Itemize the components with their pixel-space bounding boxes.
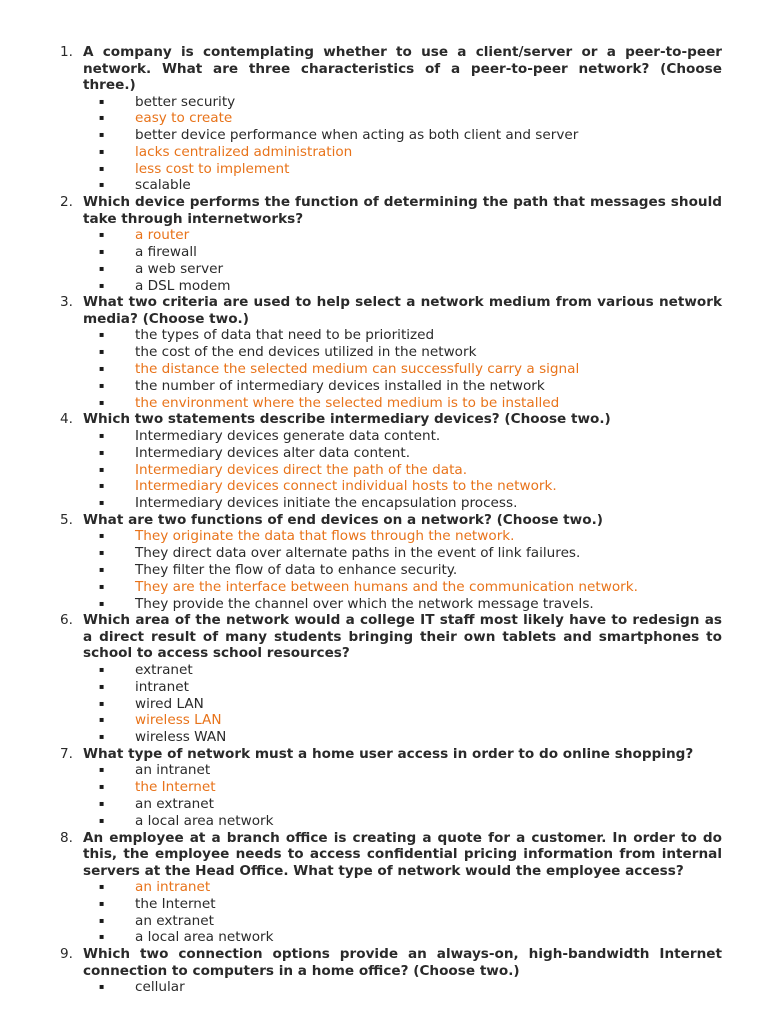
square-bullet-icon: ▪ [99, 565, 105, 575]
square-bullet-icon: ▪ [99, 163, 105, 173]
answer-option-correct [0, 361, 768, 378]
question-number: 4. [60, 411, 73, 428]
question-number: 2. [60, 194, 73, 211]
square-bullet-icon: ▪ [99, 664, 105, 674]
answer-option [0, 679, 768, 696]
answer-options [0, 428, 768, 512]
answer-option-text: scalable [135, 177, 191, 194]
answer-option-correct [0, 528, 768, 545]
square-bullet-icon: ▪ [99, 130, 105, 140]
answer-option [0, 327, 768, 344]
answer-option [0, 662, 768, 679]
question-heading [0, 946, 768, 979]
answer-option-text: an intranet [135, 762, 211, 779]
question-number: 5. [60, 511, 73, 528]
question-text: A company is contemplating whether to use a client/server or a peer-to-peer network. What are three characteristics of a peer-to-peer network? (Choose three.) [83, 44, 722, 93]
answer-option-correct [0, 144, 768, 161]
answer-options [0, 94, 768, 195]
answer-option [0, 378, 768, 395]
square-bullet-icon: ▪ [99, 898, 105, 908]
answer-option [0, 562, 768, 579]
answer-option-text: the distance the selected medium can successfully carry a signal [135, 361, 580, 378]
square-bullet-icon: ▪ [99, 548, 105, 558]
question-3 [0, 294, 768, 411]
answer-option-text: the environment where the selected medium is to be installed [135, 394, 560, 411]
answer-option-text: an extranet [135, 796, 214, 812]
question-text: What are two functions of end devices on a network? (Choose two.) [83, 511, 603, 528]
answer-option-text: better security [135, 93, 236, 110]
answer-option-text: Intermediary devices generate data content. [135, 427, 441, 444]
answer-option-text: wireless LAN [135, 712, 222, 729]
square-bullet-icon: ▪ [99, 498, 105, 508]
question-text: Which two statements describe intermediary devices? (Choose two.) [83, 411, 611, 428]
question-7 [0, 746, 768, 830]
answer-options [0, 662, 768, 746]
answer-option-text: wired LAN [135, 695, 204, 712]
question-heading [0, 612, 768, 662]
square-bullet-icon: ▪ [99, 347, 105, 357]
answer-option [0, 913, 768, 930]
square-bullet-icon: ▪ [99, 765, 105, 775]
question-text: An employee at a branch office is creating a quote for a customer. In order to do this, the employee needs to access confidential pricing information from internal servers at the Head Office. What type of network would the employee access? [83, 829, 722, 879]
answer-option [0, 127, 768, 144]
question-heading [0, 44, 768, 94]
answer-option-correct [0, 110, 768, 127]
question-text: Which device performs the function of determining the path that messages should take through internetworks? [83, 194, 722, 227]
square-bullet-icon: ▪ [99, 481, 105, 491]
question-9 [0, 946, 768, 996]
answer-option-correct [0, 579, 768, 596]
question-heading [0, 746, 768, 763]
question-text: Which two connection options provide an always-on, high-bandwidth Internet connection to computers in a home office? (Choose two.) [83, 946, 722, 979]
square-bullet-icon: ▪ [99, 364, 105, 374]
answer-option-text: the number of intermediary devices installed in the network [135, 377, 545, 394]
square-bullet-icon: ▪ [99, 247, 105, 257]
answer-option [0, 929, 768, 946]
answer-option-correct [0, 779, 768, 796]
answer-option-text: an extranet [135, 912, 214, 929]
square-bullet-icon: ▪ [99, 113, 105, 123]
answer-option [0, 979, 768, 996]
answer-option [0, 261, 768, 278]
answer-options [0, 327, 768, 411]
question-number: 7. [60, 745, 73, 762]
answer-option [0, 278, 768, 295]
answer-option-text: a web server [135, 260, 224, 277]
answer-option-correct [0, 227, 768, 244]
question-1 [0, 44, 768, 194]
square-bullet-icon: ▪ [99, 447, 105, 457]
square-bullet-icon: ▪ [99, 430, 105, 440]
answer-option-text: cellular [135, 979, 185, 996]
answer-options [0, 227, 768, 294]
answer-option-correct [0, 462, 768, 479]
square-bullet-icon: ▪ [99, 96, 105, 106]
answer-option-correct [0, 879, 768, 896]
answer-option-correct [0, 712, 768, 729]
answer-option-text: They direct data over alternate paths in the event of link failures. [135, 545, 581, 562]
answer-option-text: a DSL modem [135, 277, 231, 294]
answer-option [0, 896, 768, 913]
answer-option [0, 696, 768, 713]
answer-option [0, 344, 768, 361]
answer-option-text: Intermediary devices alter data content. [135, 444, 411, 461]
answer-option [0, 177, 768, 194]
square-bullet-icon: ▪ [99, 531, 105, 541]
answer-option-text: lacks centralized administration [135, 143, 353, 160]
answer-option-text: the types of data that need to be prioritized [135, 327, 435, 344]
question-text: What two criteria are used to help select a network medium from various network media? (Choose two.) [83, 294, 722, 327]
answer-option [0, 796, 768, 813]
answer-option-text: intranet [135, 678, 189, 695]
question-number: 8. [60, 829, 73, 846]
answer-options [0, 762, 768, 829]
answer-option-text: Intermediary devices connect individual hosts to the network. [135, 478, 557, 495]
square-bullet-icon: ▪ [99, 180, 105, 190]
question-2 [0, 194, 768, 294]
answer-option-correct [0, 395, 768, 412]
question-number: 9. [60, 946, 73, 963]
square-bullet-icon: ▪ [99, 280, 105, 290]
question-heading [0, 411, 768, 428]
square-bullet-icon: ▪ [99, 932, 105, 942]
square-bullet-icon: ▪ [99, 464, 105, 474]
square-bullet-icon: ▪ [99, 882, 105, 892]
answer-option-text: less cost to implement [135, 160, 290, 177]
question-heading [0, 294, 768, 327]
answer-options [0, 979, 768, 996]
square-bullet-icon: ▪ [99, 380, 105, 390]
question-8 [0, 830, 768, 947]
square-bullet-icon: ▪ [99, 230, 105, 240]
answer-option-text: a local area network [135, 929, 274, 946]
answer-option [0, 445, 768, 462]
square-bullet-icon: ▪ [99, 681, 105, 691]
answer-option [0, 596, 768, 613]
question-heading [0, 194, 768, 227]
square-bullet-icon: ▪ [99, 982, 105, 992]
answer-option [0, 762, 768, 779]
square-bullet-icon: ▪ [99, 330, 105, 340]
answer-option-text: They originate the data that flows through the network. [135, 528, 515, 545]
square-bullet-icon: ▪ [99, 799, 105, 808]
answer-option-text: the Internet [135, 895, 216, 912]
answer-option-text: better device performance when acting as both client and server [135, 127, 579, 144]
answer-option [0, 244, 768, 261]
answer-option-text: the Internet [135, 779, 216, 796]
answer-option-text: wireless WAN [135, 729, 227, 746]
answer-option-text: a firewall [135, 244, 197, 261]
answer-option [0, 495, 768, 512]
answer-option-text: the cost of the end devices utilized in the network [135, 344, 477, 361]
answer-option-text: They provide the channel over which the network message travels. [135, 595, 594, 612]
answer-option-correct [0, 478, 768, 495]
answer-option-text: Intermediary devices initiate the encapsulation process. [135, 495, 518, 512]
answer-option-text: easy to create [135, 110, 233, 127]
answer-option-text: an intranet [135, 879, 211, 896]
answer-option-text: Intermediary devices direct the path of the data. [135, 461, 468, 478]
question-6 [0, 612, 768, 745]
question-5 [0, 512, 768, 612]
answer-option [0, 94, 768, 111]
question-heading [0, 830, 768, 880]
question-number: 1. [60, 44, 73, 60]
question-heading [0, 512, 768, 529]
question-text: Which area of the network would a college IT staff most likely have to redesign as a direct result of many students bringing their own tablets and smartphones to school to access school resources? [83, 612, 722, 662]
question-text: What type of network must a home user access in order to do online shopping? [83, 745, 694, 762]
square-bullet-icon: ▪ [99, 782, 105, 792]
square-bullet-icon: ▪ [99, 715, 105, 725]
answer-option [0, 729, 768, 746]
square-bullet-icon: ▪ [99, 915, 105, 925]
answer-options [0, 528, 768, 612]
answer-option [0, 813, 768, 830]
square-bullet-icon: ▪ [99, 263, 105, 273]
square-bullet-icon: ▪ [99, 698, 105, 708]
answer-option-text: a router [135, 227, 190, 244]
square-bullet-icon: ▪ [99, 732, 105, 742]
question-number: 3. [60, 294, 73, 311]
square-bullet-icon: ▪ [99, 598, 105, 608]
answer-option-text: They filter the flow of data to enhance security. [135, 562, 458, 579]
square-bullet-icon: ▪ [99, 815, 105, 825]
question-number: 6. [60, 612, 73, 629]
answer-option [0, 545, 768, 562]
question-4 [0, 411, 768, 511]
answer-options [0, 879, 768, 946]
square-bullet-icon: ▪ [99, 146, 105, 156]
answer-option-text: extranet [135, 661, 193, 678]
answer-option-text: They are the interface between humans and the communication network. [135, 578, 638, 595]
answer-option-correct [0, 161, 768, 178]
answer-option-text: a local area network [135, 812, 274, 829]
answer-option [0, 428, 768, 445]
square-bullet-icon: ▪ [99, 397, 105, 407]
square-bullet-icon: ▪ [99, 581, 105, 591]
